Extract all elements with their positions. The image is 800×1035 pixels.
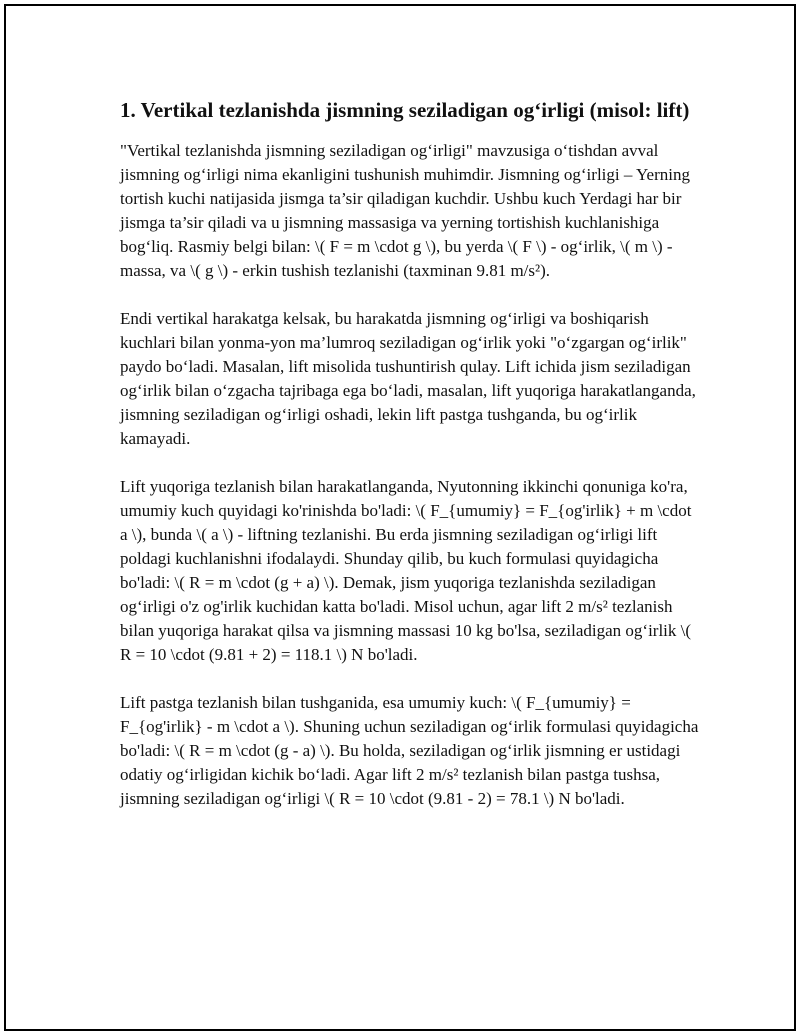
document-page [4, 4, 796, 1031]
section-heading: 1. Vertikal tezlanishda jismning seziladigan og‘irligi (misol: lift) [120, 98, 690, 122]
paragraph-vertical-motion: Endi vertikal harakatga kelsak, bu harakatda jismning og‘irligi va boshiqarish kuchlari bilan yonma-yon ma’lumroq seziladigan og‘irlik yoki "o‘zgargan og‘irlik" paydo bo‘ladi. Masalan, lift misolida tushuntirish qulay. Lift ichida jism seziladigan og‘irlik bilan o‘zgacha tajribaga ega bo‘ladi, masalan, lift yuqoriga harakatlanganda, jismning seziladigan og‘irligi oshadi, lekin lift pastga tushganda, bu og‘irlik kamayadi. [120, 309, 696, 448]
paragraph-intro: "Vertikal tezlanishda jismning seziladigan og‘irligi" mavzusiga o‘tishdan avval jismning og‘irligi nima ekanligini tushunish muhimdir. Jismning og‘irligi – Yerning tortish kuchi natijasida jismga ta’sir qiladigan kuchdir. Ushbu kuch Yerdagi har bir jismga ta’sir qiladi va u jismning massasiga va yerning tortishish kuchlanishiga bog‘liq. Rasmiy belgi bilan: \( F = m \cdot g \), bu yerda \( F \) - og‘irlik, \( m \) - massa, va \( g \) - erkin tushish tezlanishi (taxminan 9.81 m/s²). [120, 141, 690, 280]
paragraph-lift-down: Lift pastga tezlanish bilan tushganida, esa umumiy kuch: \( F_{umumiy} = F_{og'irlik} - m \cdot a \). Shuning uchun seziladigan og‘irlik formulasi quyidagicha bo'ladi: \( R = m \cdot (g - a) \). Bu holda, seziladigan og‘irlik jismning er ustidagi odatiy og‘irligidan kichik bo‘ladi. Agar lift 2 m/s² tezlanish bilan pastga tushsa, jismning seziladigan og‘irligi \( R = 10 \cdot (9.81 - 2) = 78.1 \) N bo'ladi. [120, 693, 699, 808]
paragraph-lift-up: Lift yuqoriga tezlanish bilan harakatlanganda, Nyutonning ikkinchi qonuniga ko'ra, umumiy kuch quyidagi ko'rinishda bo'ladi: \( F_{umumiy} = F_{og'irlik} + m \cdot a \), bunda \( a \) - liftning tezlanishi. Bu erda jismning seziladigan og‘irligi lift poldagi kuchlanishni ifodalaydi. Shunday qilib, bu kuch formulasi quyidagicha bo'ladi: \( R = m \cdot (g + a) \). Demak, jism yuqoriga tezlanishda seziladigan og‘irligi o'z og'irlik kuchidan katta bo'ladi. Misol uchun, agar lift 2 m/s² tezlanish bilan yuqoriga harakat qilsa va jismning massasi 10 kg bo'lsa, seziladigan og‘irlik \( R = 10 \cdot (9.81 + 2) = 118.1 \) N bo'ladi. [120, 477, 692, 664]
document-content [120, 96, 700, 811]
